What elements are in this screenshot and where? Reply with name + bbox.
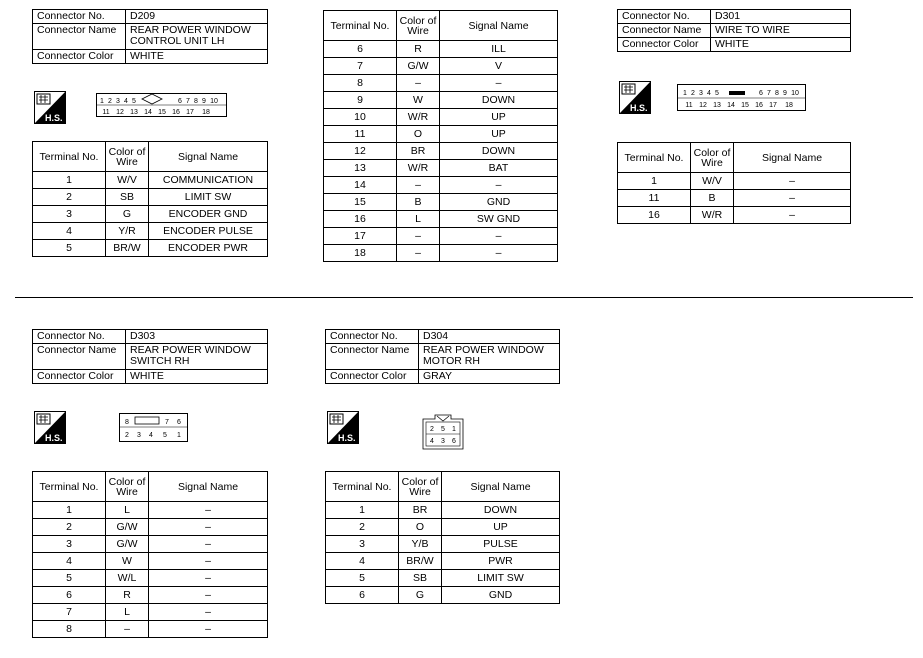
terminal-no-cell: 5 xyxy=(33,570,106,587)
connector-no-label: Connector No. xyxy=(33,10,126,24)
pin-number: 8 xyxy=(775,90,779,97)
connector-color-label: Connector Color xyxy=(326,370,419,384)
table-row xyxy=(33,604,268,621)
table-row xyxy=(33,553,268,570)
terminal-no-cell: 4 xyxy=(326,553,399,570)
wire-color-cell: – xyxy=(397,245,440,262)
pin-number: 17 xyxy=(186,109,194,116)
section-divider xyxy=(15,297,913,298)
d209-info-table xyxy=(32,9,268,64)
wire-color-cell: W xyxy=(397,92,440,109)
wire-color-cell: – xyxy=(397,75,440,92)
wire-color-cell: BR xyxy=(397,143,440,160)
pin-number: 2 xyxy=(691,90,695,97)
harness-side-icon xyxy=(34,411,66,444)
signal-name-cell: V xyxy=(440,58,558,75)
pin-number: 11 xyxy=(685,102,693,109)
d301-connector-diagram xyxy=(677,84,807,112)
pin-number: 4 xyxy=(707,90,711,97)
wire-color-cell: G xyxy=(399,587,442,604)
signal-name-cell: COMMUNICATION xyxy=(149,172,268,189)
wire-color-cell: G/W xyxy=(397,58,440,75)
pin-number: 15 xyxy=(741,102,749,109)
terminal-no-cell: 5 xyxy=(33,240,106,257)
terminal-no-cell: 9 xyxy=(324,92,397,109)
table-row xyxy=(324,228,558,245)
table-row xyxy=(33,502,268,519)
terminal-no-cell: 16 xyxy=(324,211,397,228)
d304-terminal-table xyxy=(325,471,560,604)
connector-name-value: REAR POWER WINDOW CONTROL UNIT LH xyxy=(126,24,268,50)
signal-name-cell: UP xyxy=(440,109,558,126)
connector-name-value: WIRE TO WIRE xyxy=(711,24,851,38)
pin-number: 6 xyxy=(759,90,763,97)
pin-number: 14 xyxy=(144,109,152,116)
table-row xyxy=(326,536,560,553)
wire-color-cell: W/L xyxy=(106,570,149,587)
pin-number: 9 xyxy=(783,90,787,97)
wire-color-cell: SB xyxy=(106,189,149,206)
pin-number: 3 xyxy=(699,90,703,97)
signal-name-header: Signal Name xyxy=(734,143,851,173)
d301-terminal-table xyxy=(617,142,851,224)
table-row xyxy=(33,223,268,240)
hs-label: H.S. xyxy=(338,433,356,443)
signal-name-cell: – xyxy=(149,621,268,638)
wire-color-cell: G/W xyxy=(106,536,149,553)
pin-number: 3 xyxy=(441,438,445,445)
terminal-no-header: Terminal No. xyxy=(33,142,106,172)
table-row xyxy=(33,570,268,587)
table-row xyxy=(326,519,560,536)
terminal-no-cell: 2 xyxy=(326,519,399,536)
connector-no-value: D303 xyxy=(126,330,268,344)
terminal-no-header: Terminal No. xyxy=(324,11,397,41)
connector-no-value: D304 xyxy=(419,330,560,344)
signal-name-cell: GND xyxy=(440,194,558,211)
pin-number: 16 xyxy=(755,102,763,109)
signal-name-cell: – xyxy=(734,207,851,224)
wire-color-cell: L xyxy=(397,211,440,228)
pin-number: 13 xyxy=(130,109,138,116)
terminal-no-cell: 6 xyxy=(326,587,399,604)
terminal-no-cell: 12 xyxy=(324,143,397,160)
hs-label: H.S. xyxy=(45,113,63,123)
signal-name-cell: UP xyxy=(440,126,558,143)
connector-color-value: WHITE xyxy=(126,370,268,384)
wire-color-cell: BR/W xyxy=(399,553,442,570)
table-row xyxy=(324,143,558,160)
wire-color-cell: L xyxy=(106,502,149,519)
connector-color-value: WHITE xyxy=(711,38,851,52)
signal-name-cell: GND xyxy=(442,587,560,604)
wire-color-cell: O xyxy=(399,519,442,536)
wire-color-cell: Y/R xyxy=(106,223,149,240)
pin-number: 9 xyxy=(202,98,206,105)
connector-no-label: Connector No. xyxy=(618,10,711,24)
terminal-no-cell: 11 xyxy=(324,126,397,143)
table-header-row xyxy=(33,472,268,502)
terminal-no-cell: 7 xyxy=(33,604,106,621)
harness-side-icon xyxy=(619,81,651,114)
table-row xyxy=(326,502,560,519)
terminal-no-header: Terminal No. xyxy=(618,143,691,173)
pin-number: 18 xyxy=(202,109,210,116)
table-header-row xyxy=(324,11,558,41)
terminal-no-cell: 1 xyxy=(618,173,691,190)
signal-name-header: Signal Name xyxy=(149,142,268,172)
pin-number: 5 xyxy=(132,98,136,105)
table-row xyxy=(324,126,558,143)
signal-name-cell: ILL xyxy=(440,41,558,58)
pin-number: 2 xyxy=(108,98,112,105)
pin-number: 14 xyxy=(727,102,735,109)
signal-name-cell: – xyxy=(734,190,851,207)
pin-number: 7 xyxy=(165,419,169,426)
pin-number: 13 xyxy=(713,102,721,109)
wire-color-cell: R xyxy=(397,41,440,58)
table-row xyxy=(324,41,558,58)
wire-color-cell: W/V xyxy=(106,172,149,189)
table-row xyxy=(324,160,558,177)
signal-name-cell: – xyxy=(149,604,268,621)
table-row xyxy=(33,189,268,206)
wire-color-cell: G xyxy=(106,206,149,223)
table-row xyxy=(324,109,558,126)
pin-number: 6 xyxy=(178,98,182,105)
pin-number: 8 xyxy=(194,98,198,105)
signal-name-cell: – xyxy=(149,519,268,536)
pin-number: 2 xyxy=(430,426,434,433)
color-of-wire-header: Color of Wire xyxy=(106,472,149,502)
signal-name-cell: – xyxy=(149,553,268,570)
table-row xyxy=(326,587,560,604)
terminal-no-cell: 6 xyxy=(324,41,397,58)
wire-color-cell: Y/B xyxy=(399,536,442,553)
wire-color-cell: BR xyxy=(399,502,442,519)
table-row xyxy=(326,553,560,570)
signal-name-cell: – xyxy=(149,502,268,519)
pin-number: 1 xyxy=(452,426,456,433)
pin-number: 4 xyxy=(149,432,153,439)
pin-number: 5 xyxy=(715,90,719,97)
table-row xyxy=(324,245,558,262)
wire-color-cell: O xyxy=(397,126,440,143)
signal-name-cell: – xyxy=(149,587,268,604)
signal-name-cell: UP xyxy=(442,519,560,536)
terminal-no-cell: 3 xyxy=(33,536,106,553)
signal-name-cell: SW GND xyxy=(440,211,558,228)
signal-name-cell: – xyxy=(149,570,268,587)
hs-label: H.S. xyxy=(45,433,63,443)
pin-number: 15 xyxy=(158,109,166,116)
d209-terminal-table-continued xyxy=(323,10,558,262)
table-row xyxy=(33,172,268,189)
terminal-no-cell: 1 xyxy=(33,172,106,189)
terminal-no-cell: 8 xyxy=(324,75,397,92)
wire-color-cell: – xyxy=(106,621,149,638)
terminal-no-cell: 3 xyxy=(33,206,106,223)
connector-no-label: Connector No. xyxy=(326,330,419,344)
color-of-wire-header: Color of Wire xyxy=(106,142,149,172)
pin-number: 8 xyxy=(125,419,129,426)
signal-name-cell: DOWN xyxy=(440,143,558,160)
signal-name-cell: DOWN xyxy=(440,92,558,109)
d209-terminal-table xyxy=(32,141,268,257)
table-header-row xyxy=(33,142,268,172)
pin-number: 5 xyxy=(163,432,167,439)
table-row xyxy=(324,177,558,194)
pin-number: 4 xyxy=(124,98,128,105)
terminal-no-cell: 4 xyxy=(33,223,106,240)
d303-info-table xyxy=(32,329,268,384)
connector-no-value: D301 xyxy=(711,10,851,24)
signal-name-cell: ENCODER PWR xyxy=(149,240,268,257)
signal-name-cell: ENCODER PULSE xyxy=(149,223,268,240)
connector-name-label: Connector Name xyxy=(326,344,419,370)
terminal-no-cell: 17 xyxy=(324,228,397,245)
pin-number: 6 xyxy=(177,419,181,426)
connector-color-value: GRAY xyxy=(419,370,560,384)
terminal-no-cell: 1 xyxy=(33,502,106,519)
pin-number: 3 xyxy=(137,432,141,439)
pin-number: 18 xyxy=(785,102,793,109)
harness-side-icon xyxy=(34,91,66,124)
signal-name-cell: – xyxy=(149,536,268,553)
table-row xyxy=(618,173,851,190)
signal-name-cell: ENCODER GND xyxy=(149,206,268,223)
terminal-no-cell: 8 xyxy=(33,621,106,638)
terminal-no-cell: 18 xyxy=(324,245,397,262)
pin-number: 4 xyxy=(430,438,434,445)
pin-number: 11 xyxy=(102,109,110,116)
connector-color-label: Connector Color xyxy=(33,370,126,384)
pin-number: 1 xyxy=(683,90,687,97)
color-of-wire-header: Color of Wire xyxy=(397,11,440,41)
table-row xyxy=(618,190,851,207)
connector-name-value: REAR POWER WINDOW MOTOR RH xyxy=(419,344,560,370)
wire-color-cell: L xyxy=(106,604,149,621)
signal-name-cell: PWR xyxy=(442,553,560,570)
terminal-no-cell: 7 xyxy=(324,58,397,75)
pin-number: 3 xyxy=(116,98,120,105)
terminal-no-cell: 1 xyxy=(326,502,399,519)
table-row xyxy=(326,570,560,587)
pin-number: 10 xyxy=(210,98,218,105)
pin-number: 12 xyxy=(699,102,707,109)
pin-number: 7 xyxy=(186,98,190,105)
pin-number: 12 xyxy=(116,109,124,116)
signal-name-cell: DOWN xyxy=(442,502,560,519)
wire-color-cell: BR/W xyxy=(106,240,149,257)
signal-name-cell: – xyxy=(440,245,558,262)
connector-name-label: Connector Name xyxy=(33,344,126,370)
d303-terminal-table xyxy=(32,471,268,638)
terminal-no-cell: 13 xyxy=(324,160,397,177)
terminal-no-cell: 6 xyxy=(33,587,106,604)
d209-connector-diagram xyxy=(96,93,228,117)
color-of-wire-header: Color of Wire xyxy=(691,143,734,173)
connector-no-label: Connector No. xyxy=(33,330,126,344)
hs-label: H.S. xyxy=(630,103,648,113)
table-row xyxy=(324,194,558,211)
signal-name-cell: BAT xyxy=(440,160,558,177)
table-row xyxy=(324,75,558,92)
table-row xyxy=(618,207,851,224)
wire-color-cell: W xyxy=(106,553,149,570)
terminal-no-cell: 4 xyxy=(33,553,106,570)
d303-connector-diagram xyxy=(119,413,189,443)
wire-color-cell: B xyxy=(397,194,440,211)
signal-name-header: Signal Name xyxy=(440,11,558,41)
pin-number: 1 xyxy=(177,432,181,439)
terminal-no-header: Terminal No. xyxy=(33,472,106,502)
table-header-row xyxy=(618,143,851,173)
d301-info-table xyxy=(617,9,851,52)
signal-name-cell: PULSE xyxy=(442,536,560,553)
connector-name-label: Connector Name xyxy=(33,24,126,50)
pin-number: 2 xyxy=(125,432,129,439)
color-of-wire-header: Color of Wire xyxy=(399,472,442,502)
table-row xyxy=(33,621,268,638)
terminal-no-cell: 14 xyxy=(324,177,397,194)
table-row xyxy=(33,587,268,604)
table-row xyxy=(33,519,268,536)
terminal-no-cell: 16 xyxy=(618,207,691,224)
table-row xyxy=(33,240,268,257)
wire-color-cell: – xyxy=(397,177,440,194)
pin-number: 16 xyxy=(172,109,180,116)
signal-name-cell: – xyxy=(440,228,558,245)
table-row xyxy=(33,206,268,223)
pin-number: 5 xyxy=(441,426,445,433)
signal-name-cell: – xyxy=(440,177,558,194)
wire-color-cell: W/R xyxy=(691,207,734,224)
signal-name-cell: LIMIT SW xyxy=(149,189,268,206)
terminal-no-cell: 2 xyxy=(33,519,106,536)
table-row xyxy=(324,211,558,228)
connector-name-value: REAR POWER WINDOW SWITCH RH xyxy=(126,344,268,370)
signal-name-cell: – xyxy=(440,75,558,92)
pin-number: 1 xyxy=(100,98,104,105)
connector-name-label: Connector Name xyxy=(618,24,711,38)
signal-name-header: Signal Name xyxy=(149,472,268,502)
wire-color-cell: B xyxy=(691,190,734,207)
connector-color-label: Connector Color xyxy=(33,50,126,64)
d304-connector-diagram xyxy=(421,413,465,451)
terminal-no-cell: 3 xyxy=(326,536,399,553)
table-row xyxy=(324,92,558,109)
signal-name-cell: LIMIT SW xyxy=(442,570,560,587)
terminal-no-cell: 11 xyxy=(618,190,691,207)
wire-color-cell: W/R xyxy=(397,109,440,126)
pin-number: 17 xyxy=(769,102,777,109)
wire-color-cell: SB xyxy=(399,570,442,587)
table-row xyxy=(324,58,558,75)
d304-info-table xyxy=(325,329,560,384)
wire-color-cell: G/W xyxy=(106,519,149,536)
terminal-no-cell: 10 xyxy=(324,109,397,126)
wire-color-cell: W/R xyxy=(397,160,440,177)
pin-number: 6 xyxy=(452,438,456,445)
wire-color-cell: W/V xyxy=(691,173,734,190)
terminal-no-cell: 2 xyxy=(33,189,106,206)
pin-number: 10 xyxy=(791,90,799,97)
terminal-no-header: Terminal No. xyxy=(326,472,399,502)
key-shape xyxy=(729,91,745,95)
terminal-no-cell: 15 xyxy=(324,194,397,211)
signal-name-header: Signal Name xyxy=(442,472,560,502)
wire-color-cell: – xyxy=(397,228,440,245)
wire-color-cell: R xyxy=(106,587,149,604)
terminal-no-cell: 5 xyxy=(326,570,399,587)
connector-color-label: Connector Color xyxy=(618,38,711,52)
harness-side-icon xyxy=(327,411,359,444)
pin-number: 7 xyxy=(767,90,771,97)
table-header-row xyxy=(326,472,560,502)
signal-name-cell: – xyxy=(734,173,851,190)
connector-no-value: D209 xyxy=(126,10,268,24)
connector-color-value: WHITE xyxy=(126,50,268,64)
table-row xyxy=(33,536,268,553)
